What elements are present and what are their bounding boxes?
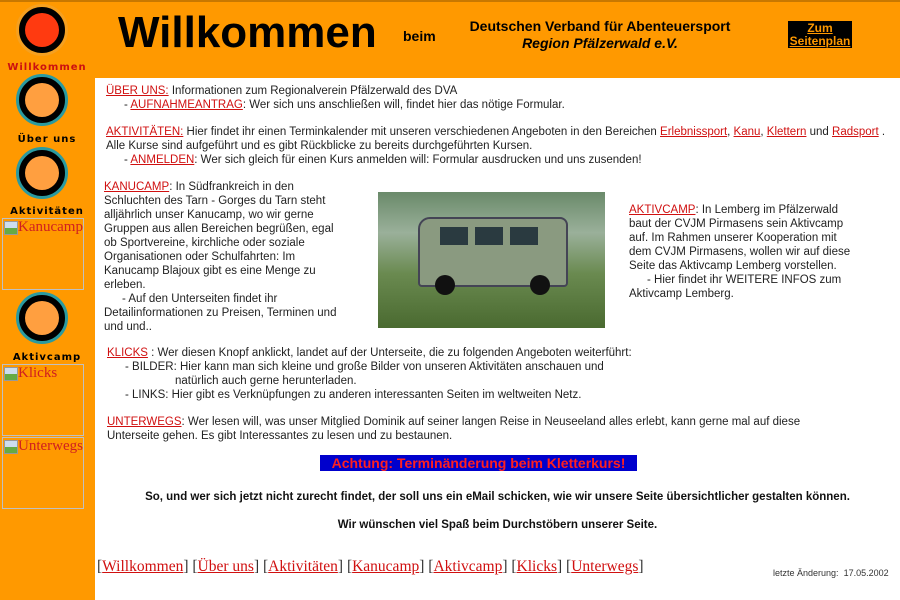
sidebar-item-aktivcamp[interactable]: Aktivcamp	[12, 352, 82, 363]
updated-date: 17.05.2002	[843, 568, 889, 578]
organization-name	[455, 18, 745, 52]
unterwegs-link[interactable]: UNTERWEGS	[107, 416, 182, 428]
header	[0, 0, 900, 78]
sidebar-item-willkommen[interactable]: Willkommen	[7, 62, 87, 73]
dva-logo-icon-aktivitaeten[interactable]	[16, 147, 68, 199]
section-klicks	[107, 346, 887, 402]
aktivcamp-sub: - Hier findet ihr WEITERE INFOS zum Aktivcamp Lemberg.	[629, 274, 842, 300]
van-photo	[378, 192, 605, 328]
section-unterwegs	[107, 415, 827, 443]
klicks-text: : Wer diesen Knopf anklickt, landet auf der Unterseite, die zu folgenden Angeboten weiterführt:	[147, 347, 632, 359]
van-image	[418, 217, 568, 287]
sidebar-item-aktivitaeten[interactable]: Aktivitäten	[10, 206, 84, 217]
kanucamp-text: : In Südfrankreich in den Schluchten des Tarn - Gorges du Tarn steht alljährlich unser Kanucamp, wo wir gerne Gruppen aus allen Bereichen begrüßen, egal ob Sportvereine, kirchliche oder soziale Organisationen oder Schulfahrten: Im Kanucamp Blajoux gibt es eine Menge zu erleben.	[104, 181, 334, 291]
kanucamp-sub: - Auf den Unterseiten findet ihr Detailinformationen zu Preisen, Terminen und und und..	[104, 293, 337, 333]
aufnahmeantrag-link[interactable]: AUFNAHMEANTRAG	[130, 99, 243, 111]
klettern-link[interactable]: Klettern	[766, 126, 807, 138]
section-aktivitaeten: AKTIVITÄTEN: Hier findet ihr einen Terminkalender mit unseren verschiedenen Angeboten in den Bereichen Erlebnissport, Kanu, Klettern und Radsport . Alle Kurse sind aufgeführt und es gibt Rückblicke zu bereits durchgeführten Kursen. - ANMELDEN: Wer sich gleich für einen Kurs anmelden will: Formular ausdrucken und uns zusenden!	[106, 126, 886, 166]
anmelden-text: : Wer sich gleich für einen Kurs anmelden will: Formular ausdrucken und uns zusenden!	[194, 154, 642, 166]
org-line1: Deutschen Verband für Abenteuersport	[469, 18, 731, 34]
footer-nav: [Willkommen] [Über uns] [Aktivitäten] [Kanucamp] [Aktivcamp] [Klicks] [Unterwegs]	[97, 558, 644, 575]
sitemap-button[interactable]	[788, 21, 852, 48]
dva-logo-icon-ueber-uns[interactable]	[16, 74, 68, 126]
bullet: -	[124, 99, 131, 111]
ueber-uns-text: Informationen zum Regionalverein Pfälzerwald des DVA	[168, 85, 458, 97]
erlebnissport-link[interactable]: Erlebnissport	[660, 126, 728, 138]
footer-link-aktivitaeten[interactable]: Aktivitäten	[268, 558, 338, 575]
aufnahmeantrag-text: : Wer sich uns anschließen will, findet hier das nötige Formular.	[242, 99, 565, 111]
section-aktivcamp	[629, 203, 859, 301]
dva-logo-icon-willkommen[interactable]	[16, 4, 68, 56]
radsport-link[interactable]: Radsport	[832, 126, 879, 138]
aktivitaeten-text2: . Alle Kurse sind aufgeführt und es gibt Rückblicke zu bereits durchgeführten Kursen.	[106, 126, 886, 152]
footer-link-kanucamp[interactable]: Kanucamp	[352, 558, 420, 575]
dva-logo-icon-aktivcamp[interactable]	[16, 292, 68, 344]
anmelden-link[interactable]: ANMELDEN	[130, 154, 195, 166]
closing-text-2: Wir wünschen viel Spaß beim Durchstöbern unserer Seite.	[337, 519, 658, 531]
page-title: Willkommen	[118, 8, 377, 57]
links-text: - LINKS: Hier gibt es Verknüpfungen zu anderen interessanten Seiten im weltweiten Netz.	[125, 389, 582, 401]
bilder-text2: natürlich auch gerne herunterladen.	[175, 375, 357, 387]
kanucamp-link[interactable]: KANUCAMP	[104, 181, 170, 193]
section-ueber-uns	[106, 84, 886, 112]
aktivitaeten-link[interactable]: AKTIVITÄTEN:	[106, 126, 184, 138]
bilder-text: - BILDER: Hier kann man sich kleine und große Bilder von unseren Aktivitäten anschauen und	[125, 361, 604, 373]
sitemap-link-line2[interactable]: Seitenplan	[789, 34, 851, 48]
footer-link-unterwegs[interactable]: Unterwegs	[571, 558, 639, 575]
main-content	[95, 78, 900, 600]
last-updated	[773, 566, 889, 580]
updated-label: letzte Änderung:	[773, 568, 839, 578]
aktivitaeten-text: Hier findet ihr einen Terminkalender mit unseren verschiedenen Angeboten in den Bereichen	[183, 126, 661, 138]
section-kanucamp	[104, 180, 344, 334]
sidebar-item-unterwegs[interactable]: Unterwegs	[2, 437, 84, 509]
sidebar-item-ueber-uns[interactable]: Über uns	[17, 134, 77, 145]
beim-text: beim	[403, 28, 436, 44]
footer-link-aktivcamp[interactable]: Aktivcamp	[433, 558, 503, 575]
und-text: und	[806, 126, 833, 138]
sidebar-item-klicks[interactable]: Klicks	[2, 364, 84, 436]
footer-link-ueber-uns[interactable]: Über uns	[197, 558, 254, 575]
aktivcamp-link[interactable]: AKTIVCAMP	[629, 204, 696, 216]
sitemap-link-line1[interactable]: Zum	[807, 21, 833, 35]
klicks-link[interactable]: KLICKS	[107, 347, 148, 359]
footer-link-willkommen[interactable]: Willkommen	[102, 558, 184, 575]
alert-banner[interactable]: Achtung: Terminänderung beim Kletterkurs!	[320, 455, 637, 471]
org-line2: Region Pfälzerwald e.V.	[522, 35, 678, 51]
ueber-uns-link[interactable]: ÜBER UNS:	[106, 85, 169, 97]
closing-text-1: So, und wer sich jetzt nicht zurecht findet, der soll uns ein eMail schicken, wie wir unsere Seite übersichtlicher gestalten können.	[145, 491, 850, 503]
kanu-link[interactable]: Kanu	[733, 126, 761, 138]
footer-link-klicks[interactable]: Klicks	[516, 558, 557, 575]
bullet: -	[124, 154, 131, 166]
sidebar-item-kanucamp[interactable]: Kanucamp	[2, 218, 84, 290]
aktivcamp-text: : In Lemberg im Pfälzerwald baut der CVJM Pirmasens sein Aktivcamp auf. Im Rahmen unserer Kooperation mit dem CVJM Pirmasens, wollen wir auf diese Seite das Aktivcamp Lemberg vorstellen.	[629, 204, 851, 272]
unterwegs-text: : Wer lesen will, was unser Mitglied Dominik auf seiner langen Reise in Neuseeland alles erlebt, kann gerne mal auf diese Unterseite gehen. Es gibt Interessantes zu lesen und zu bestaunen.	[107, 416, 801, 442]
